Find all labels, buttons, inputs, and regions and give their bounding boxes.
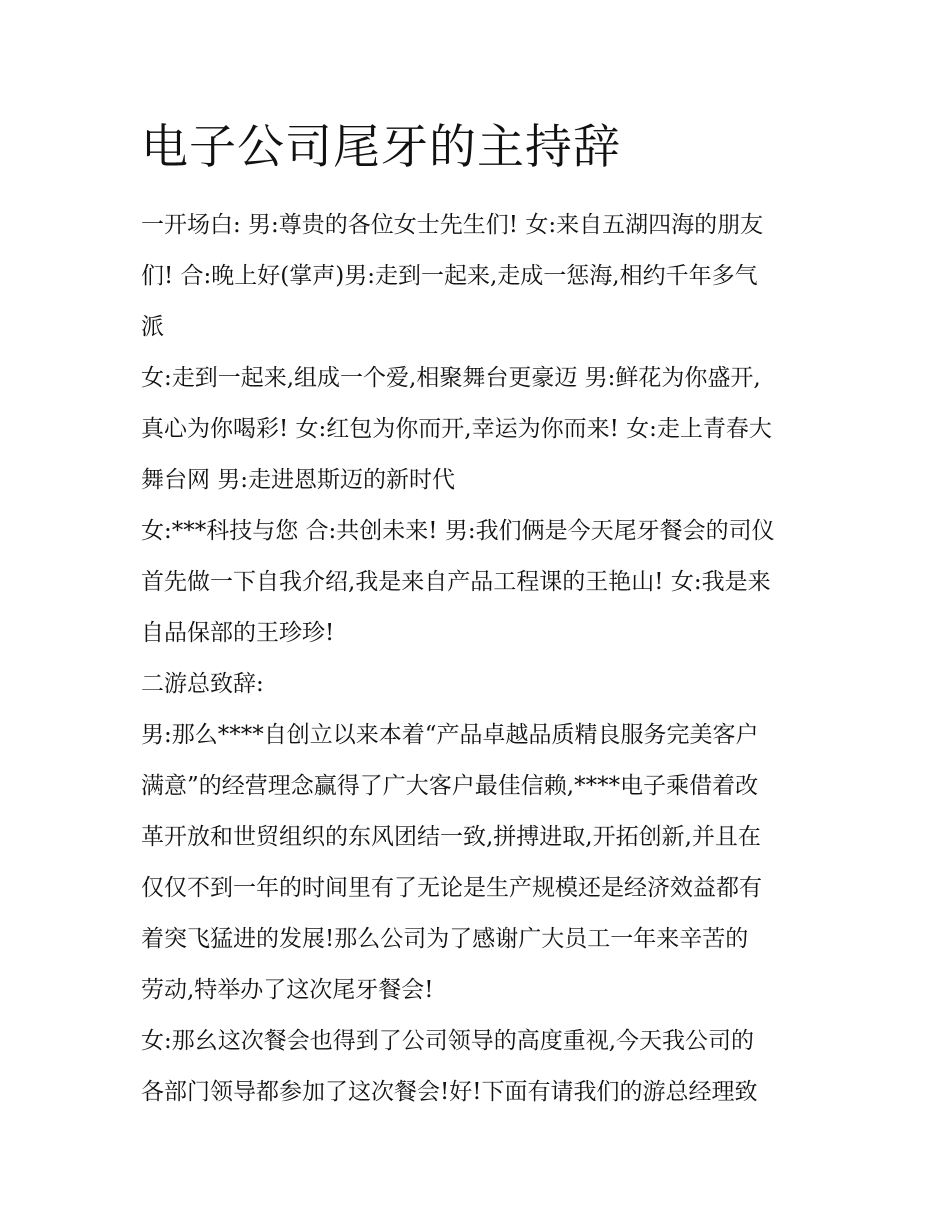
text-line: 革开放和世贸组织的东风团结一致,拼搏进取,开拓创新,并且在 <box>141 824 761 850</box>
paragraph-invitation <box>141 1016 821 1118</box>
paragraph-stage <box>141 353 821 506</box>
text-line: 女:走到一起来,组成一个爱,相聚舞台更豪迈 男:鲜花为你盛开, <box>141 365 761 391</box>
text-line: 劳动,特举办了这次尾牙餐会! <box>141 977 434 1003</box>
paragraph-company-history <box>141 710 821 1016</box>
text-line: 仅仅不到一年的时间里有了无论是生产规模还是经济效益都有 <box>141 875 762 901</box>
text-line: 女:那幺这次餐会也得到了公司领导的高度重视,今天我公司的 <box>141 1028 755 1054</box>
text-line: 女:***科技与您 合:共创未来! 男:我们俩是今天尾牙餐会的司仪 <box>141 518 775 544</box>
section-heading <box>141 659 821 710</box>
text-line: 二游总致辞: <box>141 671 264 697</box>
document-page <box>141 112 821 1118</box>
paragraph-opening <box>141 200 821 353</box>
text-line: 满意”的经营理念赢得了广大客户最佳信赖,****电子乘借着改 <box>141 773 759 799</box>
text-line: 真心为你喝彩! 女:红包为你而开,幸运为你而来! 女:走上青春大 <box>141 416 772 442</box>
text-line: 自品保部的王珍珍! <box>141 620 335 646</box>
text-line: 各部门领导都参加了这次餐会!好!下面有请我们的游总经理致 <box>141 1079 758 1105</box>
text-line: 男:那么****自创立以来本着“产品卓越品质精良服务完美客户 <box>141 722 759 748</box>
text-line: 着突飞猛进的发展!那么公司为了感谢广大员工一年来辛苦的 <box>141 926 749 952</box>
document-title: 电子公司尾牙的主持辞 <box>141 120 621 175</box>
text-line: 派 <box>141 314 164 340</box>
text-line: 们! 合:晚上好(掌声)男:走到一起来,走成一惩海,相约千年多气 <box>141 263 758 289</box>
text-line: 舞台网 男:走进恩斯迈的新时代 <box>141 467 456 493</box>
paragraph-introduction <box>141 506 821 659</box>
text-line: 首先做一下自我介绍,我是来自产品工程课的王艳山! 女:我是来 <box>141 569 771 595</box>
text-line: 一开场白: 男:尊贵的各位女士先生们! 女:来自五湖四海的朋友 <box>141 212 764 238</box>
